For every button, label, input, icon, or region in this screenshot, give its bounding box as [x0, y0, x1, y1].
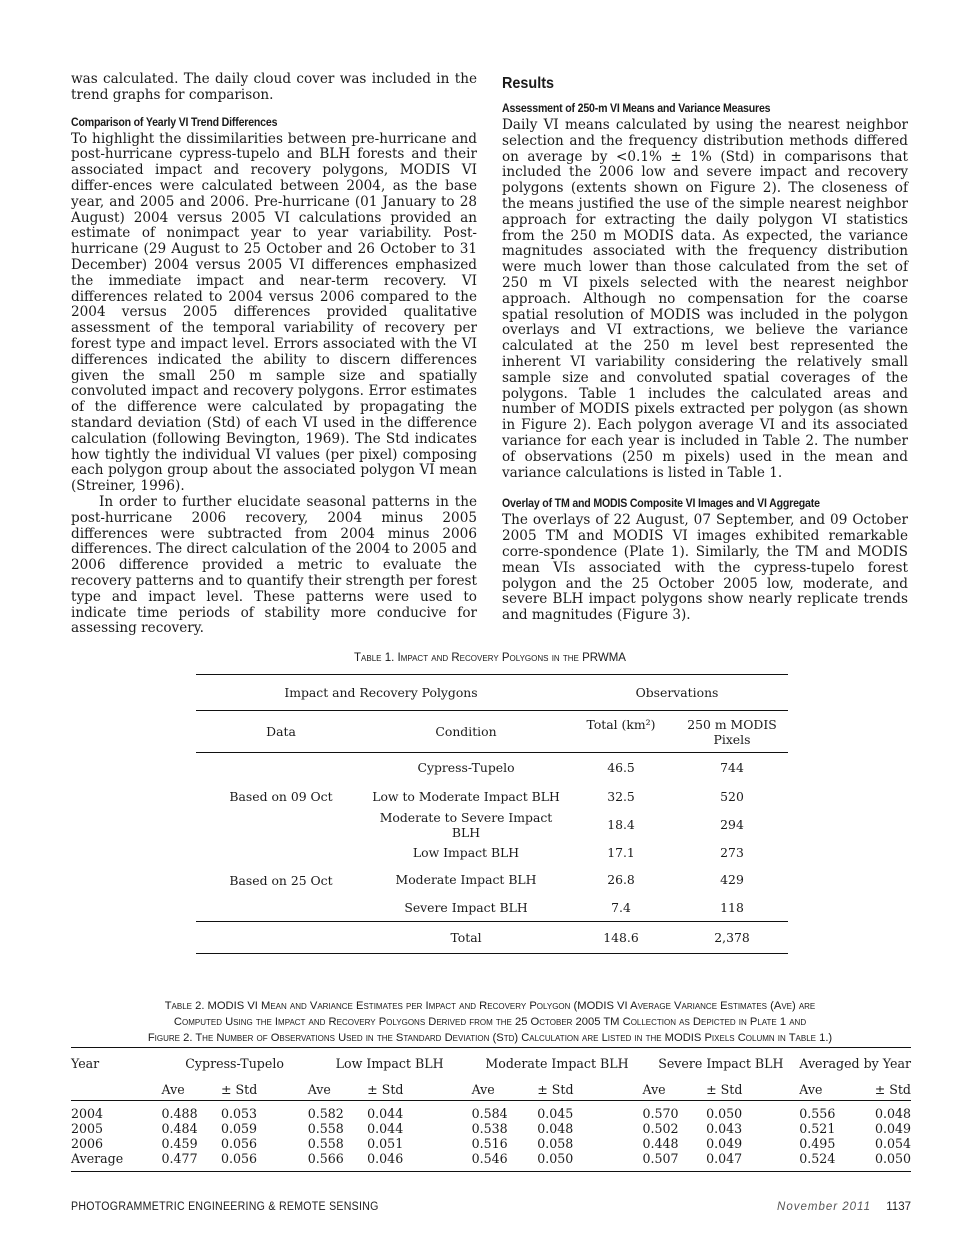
table-cell: 0.056 [220, 1136, 258, 1151]
table-caption: Table 1. Impact and Recovery Polygons in the PRWMA [354, 652, 626, 664]
paragraph: The overlays of 22 August, 07 September, and 09 October 2005 TM and MODIS VI images exhibited remarkable corre-spondence (Plate 1). Similarly, the TM and MODIS mean VIs associated with the cypress-tupelo forest polygon and the 25 October 2005 low, moderate, and severe BLH impact polygons show nearly replicate trends and magnitudes (Figure 3). [502, 512, 908, 624]
table-caption [80, 998, 900, 1046]
table-column-header: Condition [366, 711, 566, 753]
paragraph: Daily VI means calculated by using the nearest neighbor selection and the frequency distribution methods differed on average by <0.1% ± 1% (Std) in comparisons that included the 2006 low and severe impact and recovery polygons (extents shown on Figure 2). The closeness of the means justified the use of the simple nearest neighbor approach for extracting the daily polygon VI statistics from the 250 m MODIS data. As expected, the variance magnitudes associated with the frequency distribution were much lower than those calculated from the set of 250 m VI pixels selected with the nearest neighbor approach. Although no compensation for the coarse spatial resolution of MODIS was included in the polygon overlays and VI extractions, we believe the variance calculated at the 250 m level best represented the inherent VI variability considering the relatively small sample size and convoluted spatial coverages of the polygons. Table 1 includes the calculated areas and number of MODIS pixels extracted per polygon (as shown in Figure 2). Each polygon average VI and its associated variance for each year is included in Table 2. The number of observations (250 m pixels) used in the mean and variance calculations is listed in Table 1. [502, 117, 909, 481]
table-cell: 0.058 [537, 1136, 574, 1151]
table-cell: Severe Impact BLH [366, 894, 566, 922]
table-cell: 294 [720, 817, 744, 832]
table-cell: 0.054 [874, 1136, 911, 1151]
table-cell: Moderate to Severe Impact BLH [379, 809, 553, 840]
table-cell: 2004 [71, 1106, 104, 1121]
table-cell: 0.048 [874, 1106, 911, 1121]
table-cell: 0.488 [161, 1106, 198, 1121]
table-row [196, 753, 788, 783]
table-column-header: Data [196, 711, 366, 753]
table-cell: 0.051 [367, 1136, 404, 1151]
table-cell: 118 [676, 894, 788, 922]
table-column-header: ± Std [868, 1078, 911, 1101]
table-cell: 0.059 [220, 1121, 258, 1136]
caption-line: Figure 2. The Number of Observations Used in the Standard Deviation (Std) Calculation are Listed in the MODIS Pixels Column in Table 1.) [147, 1032, 833, 1044]
table-cell: 0.546 [472, 1151, 538, 1172]
table-cell: 0.502 [642, 1121, 679, 1136]
table-cell: Based on 09 Oct [229, 788, 333, 804]
table-cell: 148.6 [566, 922, 676, 954]
table-cell: 0.050 [537, 1151, 642, 1172]
table-cell: 0.570 [642, 1106, 679, 1121]
table-cell: 0.043 [706, 1121, 743, 1136]
table-cell: 0.556 [799, 1106, 836, 1121]
table-cell: 7.4 [566, 894, 676, 922]
table-column-header: Ave [799, 1078, 868, 1101]
table-cell: 0.507 [642, 1151, 706, 1172]
table-column-header: 250 m MODIS Pixels [676, 711, 788, 753]
table-row [71, 1136, 911, 1151]
table-cell: 0.048 [537, 1121, 574, 1136]
table-cell: Based on 25 Oct [229, 872, 333, 888]
table-cell: 0.524 [799, 1151, 868, 1172]
paragraph: To highlight the dissimilarities between pre-hurricane and post-hurricane cypress-tupelo and BLH forests and their associated impact and recovery polygons, MODIS VI differ-ences were calculated between 2004, as the base year, and 2005 and 2006. Pre-hurricane (01 January to 28 August) 2004 versus 2005 VI calculations provided an estimate of nonimpact year to year variability. Post-hurricane (29 August to 25 October and 26 October to 31 December) 2004 versus 2005 VI differences emphasized the immediate impact and near-term recovery. VI differences related to 2004 versus 2006 compared to the 2004 versus 2005 differences provided qualitative assessment of the temporal variability of recovery per forest type and impact level. Errors associated with the VI differences indicated the ability to discern differences given the small 250 m sample size and spatially convoluted impact and recovery polygons. Error estimates of the difference were calculated by propagating the standard deviation (Std) of each VI used in the difference calculation (following Bevington, 1969). The Std indicates how tightly the individual VI values (per pixel) composing each polygon group about the associated polygon VI mean (Streiner, 1996). [71, 130, 477, 495]
right-column [502, 72, 908, 624]
caption-line: Table 2. MODIS VI Mean and Variance Estimates per Impact and Recovery Polygon (MODIS VI Average Variance Estimates (Ave) are [164, 1000, 816, 1012]
table-cell: Average [71, 1151, 162, 1172]
table-cell: 0.558 [307, 1136, 344, 1151]
table-cell: 0.558 [307, 1121, 344, 1136]
table-cell: 0.047 [706, 1151, 799, 1172]
table-cell: 273 [720, 845, 744, 860]
table-total-row [196, 922, 788, 954]
table-cell: 32.5 [607, 788, 635, 804]
table-impact-recovery-polygons [196, 674, 788, 954]
section-heading: Assessment of 250-m VI Means and Variance Measures [502, 103, 771, 115]
table-cell: 18.4 [607, 817, 635, 832]
table-cell: Cypress-Tupelo [417, 760, 515, 776]
table-group-header: Impact and Recovery Polygons [196, 675, 566, 711]
table-cell: 46.5 [607, 760, 635, 776]
section-title-results: Results [502, 75, 555, 92]
table-cell: Total [366, 922, 566, 954]
table-group-header: Averaged by Year [799, 1048, 911, 1079]
paragraph: In order to further elucidate seasonal patterns in the post-hurricane 2006 recovery, 2004 minus 2005 differences were subtracted from 2004 minus 2006 differences. The direct calculation of the 2004 to 2005 and 2006 difference provided a metric to evaluate the recovery patterns and to quantify their strength per forest type and impact level. These patterns were used to indicate time periods of stability more conducive for assessing recovery. [71, 493, 477, 637]
table-column-header: Ave [308, 1078, 367, 1101]
table-cell: 17.1 [607, 845, 635, 860]
table-cell: 0.484 [161, 1121, 198, 1136]
table-group-header: Low Impact BLH [308, 1048, 472, 1079]
table-cell: 0.566 [308, 1151, 367, 1172]
table-column-header: ± Std [221, 1078, 308, 1101]
table-row [71, 1121, 911, 1136]
table-cell: 0.448 [642, 1136, 679, 1151]
table-column-header: Ave [472, 1078, 538, 1101]
table-cell: 0.582 [307, 1106, 344, 1121]
journal-name: PHOTOGRAMMETRIC ENGINEERING & REMOTE SENSING [71, 1201, 379, 1213]
table-cell: 2006 [71, 1136, 104, 1151]
table-row [71, 1151, 911, 1172]
table-column-header: ± Std [706, 1078, 799, 1101]
left-column [71, 72, 477, 637]
table-cell: Low Impact BLH [412, 845, 520, 860]
table-cell: 0.477 [162, 1151, 221, 1172]
table-cell: 520 [720, 788, 744, 804]
paragraph: was calculated. The daily cloud cover was included in the trend graphs for comparison. [71, 71, 477, 103]
table-group-header: Severe Impact BLH [642, 1048, 799, 1079]
table-cell: 0.516 [471, 1136, 508, 1151]
issue-date: November 2011 [777, 1201, 871, 1213]
table-cell: 0.049 [706, 1136, 743, 1151]
table-cell: 0.459 [161, 1136, 198, 1151]
table-cell: 0.050 [868, 1151, 911, 1172]
table-cell: 26.8 [607, 872, 635, 887]
table-cell: 0.584 [471, 1106, 508, 1121]
section-heading: Overlay of TM and MODIS Composite VI Images and VI Aggregate [502, 498, 820, 511]
table-cell: 2005 [71, 1121, 104, 1136]
table-row [196, 840, 788, 866]
table-cell: Low to Moderate Impact BLH [372, 788, 560, 804]
section-heading: Comparison of Yearly VI Trend Differences [71, 116, 278, 129]
table-group-header: Moderate Impact BLH [472, 1048, 643, 1079]
table-cell: 0.495 [799, 1136, 836, 1151]
table-cell: 0.538 [471, 1121, 508, 1136]
table-column-header: Ave [642, 1078, 706, 1101]
table-column-header: ± Std [367, 1078, 471, 1101]
table-cell: 744 [720, 760, 744, 776]
table-cell: 0.045 [537, 1106, 574, 1121]
page-number: 1137 [886, 1201, 911, 1213]
table-cell: 0.521 [799, 1121, 836, 1136]
table-cell: 0.053 [220, 1106, 258, 1121]
table-modis-vi-mean-variance [71, 1047, 911, 1172]
table-cell: 0.056 [221, 1151, 308, 1172]
table-group-header: Observations [566, 675, 788, 711]
table-row [71, 1101, 911, 1122]
table-cell: Moderate Impact BLH [395, 872, 537, 887]
table-column-header: Total (km²) [566, 711, 676, 753]
table-cell: 429 [720, 872, 744, 887]
table-cell: 0.049 [874, 1121, 911, 1136]
table-cell: 2,378 [676, 922, 788, 954]
table-cell: 0.044 [367, 1106, 404, 1121]
table-cell: 0.046 [367, 1151, 471, 1172]
table-column-header: Ave [162, 1078, 221, 1101]
table-cell: 0.044 [367, 1121, 404, 1136]
table-cell: 0.050 [706, 1106, 743, 1121]
table-column-header: ± Std [537, 1078, 642, 1101]
table-column-header: Year [71, 1048, 162, 1079]
caption-line: Computed Using the Impact and Recovery Polygons Derived from the 25 October 2005 TM Collection as Depicted in Plate 1 and [173, 1016, 807, 1028]
table-group-header: Cypress-Tupelo [162, 1048, 308, 1079]
